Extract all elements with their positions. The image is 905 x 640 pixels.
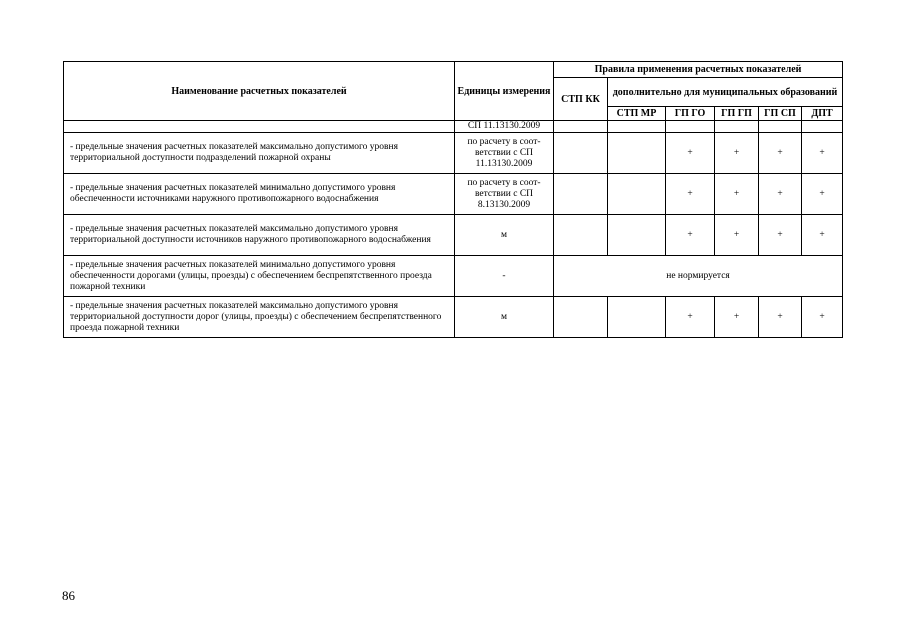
header-dpt: ДПТ: [802, 107, 843, 121]
row-name: [64, 121, 455, 133]
page-number: 86: [62, 588, 75, 603]
row-units: СП 11.13130.2009: [455, 121, 554, 133]
cell-dpt: +: [802, 215, 843, 256]
table-row: [64, 133, 843, 174]
row-name: - предельные значения расчетных показателей максимально допустимого уровня территориальной доступности подразделений пожарной охраны: [64, 133, 455, 174]
cell-gp-sp: +: [759, 174, 802, 215]
cell-not-normed: не нормируется: [554, 256, 843, 297]
cell-gp-go: +: [666, 297, 715, 338]
header-rules-group: Правила применения расчетных показателей: [554, 62, 843, 78]
header-units-col: Единицы измерения: [455, 62, 554, 121]
row-units: -: [455, 256, 554, 297]
cell-stp-mr: [608, 297, 666, 338]
row-name: - предельные значения расчетных показателей минимально допустимого уровня обеспеченности дорогами (улицы, проезды) с обеспечением беспрепятственного проезда пожарной техники: [64, 256, 455, 297]
row-units: м: [455, 297, 554, 338]
row-units: м: [455, 215, 554, 256]
cell-stp-mr: [608, 133, 666, 174]
cell-gp-sp: +: [759, 215, 802, 256]
indicators-table: [63, 61, 843, 338]
cell-dpt: +: [802, 174, 843, 215]
row-units: по расчету в соот-ветствии с СП 8.13130.2009: [455, 174, 554, 215]
cell-dpt: +: [802, 133, 843, 174]
row-units: по расчету в соот-ветствии с СП 11.13130.2009: [455, 133, 554, 174]
header-name-col: Наименование расчетных показателей: [64, 62, 455, 121]
cell-stp-mr: [608, 174, 666, 215]
header-gp-sp: ГП СП: [759, 107, 802, 121]
row-name: - предельные значения расчетных показателей максимально допустимого уровня территориальной доступности источников наружного противопожарного водоснабжения: [64, 215, 455, 256]
header-stp-kk: СТП КК: [554, 78, 608, 121]
table-row: [64, 215, 843, 256]
cell-gp-go: +: [666, 133, 715, 174]
cell-gp-gp: +: [715, 297, 759, 338]
cell-gp-gp: [715, 121, 759, 133]
cell-stp-kk: [554, 174, 608, 215]
cell-stp-kk: [554, 297, 608, 338]
cell-stp-kk: [554, 121, 608, 133]
header-stp-mr: СТП МР: [608, 107, 666, 121]
row-name: - предельные значения расчетных показателей максимально допустимого уровня территориальной доступности дорог (улицы, проезды) с обеспечением беспрепятственного проезда пожарной техники: [64, 297, 455, 338]
cell-gp-gp: +: [715, 215, 759, 256]
cell-gp-gp: +: [715, 174, 759, 215]
cell-stp-mr: [608, 121, 666, 133]
table-row-continuation: [64, 121, 843, 133]
cell-gp-go: +: [666, 174, 715, 215]
table-row: [64, 256, 843, 297]
table-row: [64, 174, 843, 215]
cell-stp-mr: [608, 215, 666, 256]
row-name: - предельные значения расчетных показателей минимально допустимого уровня обеспеченности источниками наружного противопожарного водоснабжения: [64, 174, 455, 215]
table-row: [64, 297, 843, 338]
cell-dpt: [802, 121, 843, 133]
cell-dpt: +: [802, 297, 843, 338]
cell-stp-kk: [554, 215, 608, 256]
cell-gp-gp: +: [715, 133, 759, 174]
cell-gp-sp: +: [759, 133, 802, 174]
cell-gp-sp: [759, 121, 802, 133]
cell-stp-kk: [554, 133, 608, 174]
header-additional-group: дополнительно для муниципальных образований: [608, 78, 843, 107]
cell-gp-go: [666, 121, 715, 133]
cell-gp-go: +: [666, 215, 715, 256]
header-gp-go: ГП ГО: [666, 107, 715, 121]
header-gp-gp: ГП ГП: [715, 107, 759, 121]
cell-gp-sp: +: [759, 297, 802, 338]
